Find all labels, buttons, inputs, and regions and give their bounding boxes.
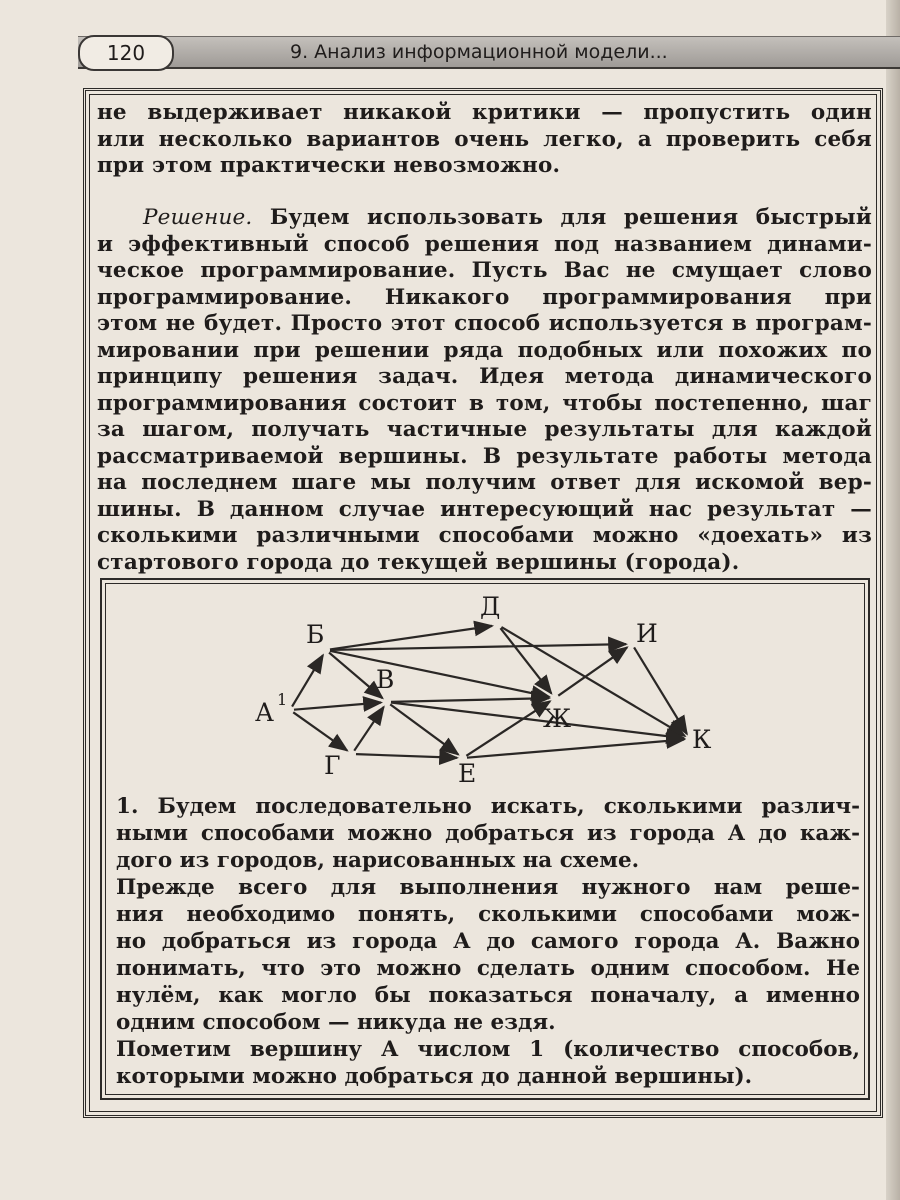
text-line: ния необходимо понять, сколькими способами мож- bbox=[116, 902, 860, 927]
text-line bbox=[97, 258, 872, 285]
node-label-a: А bbox=[255, 698, 274, 727]
text-line: одним способом — никуда не ездя. bbox=[116, 1010, 556, 1035]
text-line: на последнем шаге мы получим ответ для искомой вер- bbox=[97, 470, 872, 495]
text-line bbox=[97, 232, 872, 259]
graph-edge bbox=[390, 704, 458, 754]
term-bold: ческое программирование. bbox=[97, 258, 456, 283]
text-line: или несколько вариантов очень легко, а проверить себя bbox=[97, 126, 872, 152]
text-line: которыми можно добраться до данной вершины). bbox=[116, 1064, 753, 1089]
solution-step-text bbox=[116, 793, 860, 1090]
text-line: программирования состоит в том, чтобы постепенно, шаг bbox=[97, 390, 872, 416]
text-line: не выдерживает никакой критики — пропустить один bbox=[97, 100, 872, 125]
graph-edge bbox=[330, 651, 549, 697]
text-line: мировании при решении ряда подобных или похожих по bbox=[97, 337, 872, 363]
node-label-e: Е bbox=[458, 759, 477, 788]
text-line: 1. Будем последовательно искать, сколькими различ- bbox=[116, 794, 860, 819]
text-line: стартового города до текущей вершины (города). bbox=[97, 549, 740, 575]
node-label-i: И bbox=[636, 619, 658, 648]
text-line: этом не будет. Просто этот способ используется в програм- bbox=[97, 311, 872, 336]
text-line: при этом практически невозможно. bbox=[97, 153, 561, 178]
graph-edge bbox=[466, 701, 550, 756]
graph-edge bbox=[500, 628, 551, 693]
text-line: сколькими различными способами можно «доехать» из bbox=[97, 523, 872, 548]
text-fragment: и эффективный способ решения под названием bbox=[97, 231, 768, 257]
term-bold: динами- bbox=[767, 231, 872, 257]
node-label-zh: Ж bbox=[543, 704, 572, 733]
node-label-g: Г bbox=[324, 751, 341, 780]
graph-edge bbox=[356, 754, 457, 758]
graph-edges bbox=[292, 626, 687, 758]
text-line: Прежде всего для выполнения нужного нам реше- bbox=[116, 875, 860, 900]
text-line: программирование. Никакого программирования при bbox=[97, 284, 872, 310]
node-label-b: Б bbox=[306, 620, 325, 649]
page-edge bbox=[886, 0, 900, 1200]
solution-lead: Решение. bbox=[143, 205, 253, 230]
graph-edge bbox=[558, 647, 627, 695]
paragraph-1 bbox=[97, 100, 872, 180]
text-fragment: Пусть Вас не смущает слово bbox=[455, 258, 872, 283]
node-label-d: Д bbox=[480, 592, 501, 621]
node-mark-a: 1 bbox=[277, 690, 288, 709]
text-line: за шагом, получать частичные результаты для каждой bbox=[97, 417, 872, 442]
page-number: 120 bbox=[78, 35, 174, 71]
running-title: 9. Анализ информационной модели... bbox=[290, 41, 668, 63]
text-fragment: Будем использовать для решения быстрый bbox=[252, 205, 872, 230]
text-line: дого из городов, нарисованных на схеме. bbox=[116, 848, 640, 873]
text-line bbox=[97, 205, 872, 232]
graph-edge bbox=[293, 712, 347, 750]
text-line: принципу решения задач. Идея метода динамического bbox=[97, 364, 872, 389]
graph-edge bbox=[294, 702, 381, 709]
graph-edge bbox=[330, 644, 626, 650]
graph-edge bbox=[292, 655, 323, 706]
text-line: понимать, что это можно сделать одним способом. Не bbox=[116, 956, 860, 981]
graph-edge bbox=[391, 702, 684, 738]
paragraph-2 bbox=[97, 205, 872, 576]
graph-edge bbox=[467, 740, 684, 758]
graph-edge bbox=[391, 698, 549, 702]
text-line: Пометим вершину А числом 1 (количество способов, bbox=[116, 1037, 860, 1062]
node-label-k: К bbox=[692, 725, 712, 754]
city-graph bbox=[100, 578, 870, 788]
text-line: шины. В данном случае интересующий нас результат — bbox=[97, 496, 872, 522]
text-line: нулём, как могло бы показаться поначалу, а именно bbox=[116, 983, 860, 1008]
text-line: ными способами можно добраться из города А до каж- bbox=[116, 821, 860, 846]
graph-labels bbox=[255, 592, 712, 788]
text-line: рассматриваемой вершины. В результате работы метода bbox=[97, 443, 872, 469]
text-line: но добраться из города А до самого города А. Важно bbox=[116, 929, 860, 954]
graph-edge bbox=[330, 626, 492, 650]
node-label-v: В bbox=[376, 665, 395, 694]
graph-edge bbox=[354, 707, 383, 751]
